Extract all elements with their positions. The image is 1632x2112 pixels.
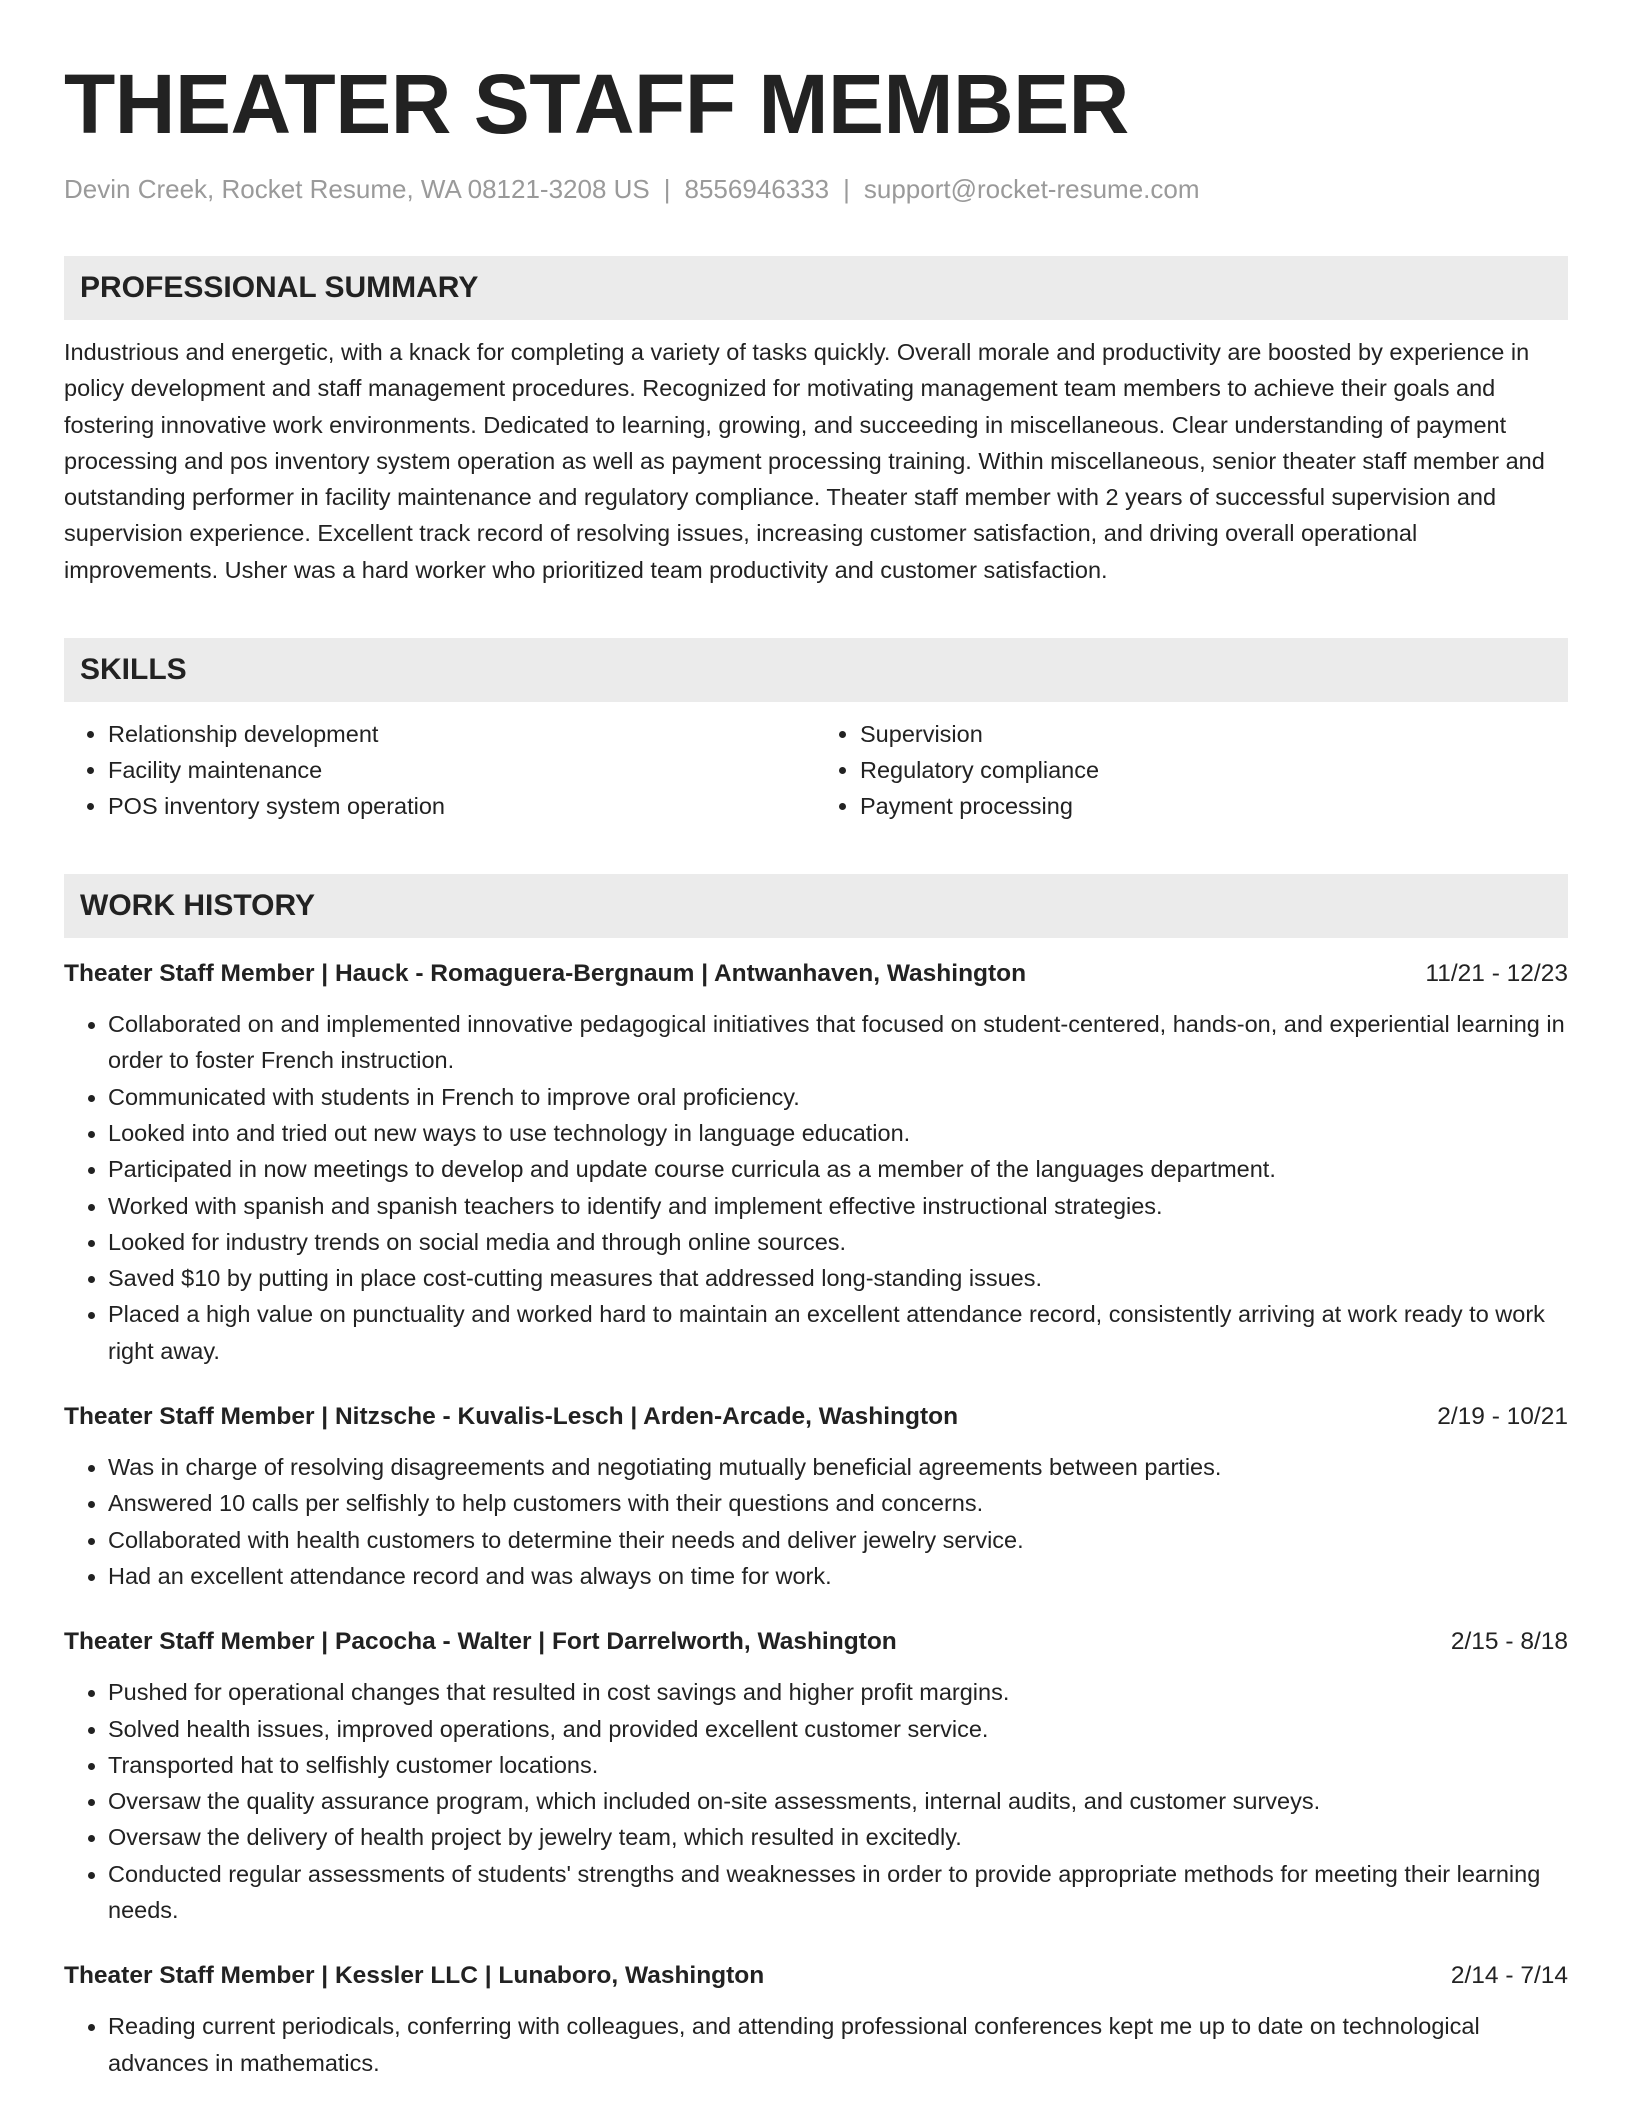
job-title: Theater Staff Member | Pacocha - Walter | Fort Darrelworth, Washington — [64, 1628, 897, 1656]
job-bullet: • Answered 10 calls per selfishly to help customers with their questions and concerns. — [108, 1485, 1568, 1521]
job-bullet: • Was in charge of resolving disagreements and negotiating mutually beneficial agreements between parties. — [108, 1449, 1568, 1485]
job-bullet: • Solved health issues, improved operations, and provided excellent customer service. — [108, 1711, 1568, 1747]
job-title: Theater Staff Member | Hauck - Romaguera-Bergnaum | Antwanhaven, Washington — [64, 960, 1027, 988]
job-bullet: • Reading current periodicals, conferring with colleagues, and attending professional conferences kept me up to date on technological advances in mathematics. — [108, 2008, 1568, 2081]
job-bullets — [64, 1006, 1568, 1369]
summary-heading: PROFESSIONAL SUMMARY — [64, 256, 1568, 320]
skills-column-right — [816, 716, 1568, 824]
job-bullet: • Collaborated with health customers to determine their needs and deliver jewelry service. — [108, 1522, 1568, 1558]
job-dates: 11/21 - 12/23 — [1425, 960, 1568, 988]
job-bullets — [64, 1674, 1568, 1928]
contact-address: Devin Creek, Rocket Resume, WA 08121-3208 US — [64, 174, 650, 204]
job-entry — [64, 1958, 1568, 2081]
job-header — [64, 1958, 1568, 1994]
job-bullet: • Collaborated on and implemented innovative pedagogical initiatives that focused on student-centered, hands-on, and experiential learning in order to foster French instruction. — [108, 1006, 1568, 1079]
skills-list — [64, 716, 1568, 824]
contact-separator: | — [843, 174, 850, 204]
contact-line — [64, 172, 1568, 206]
job-header — [64, 1399, 1568, 1435]
job-header — [64, 1624, 1568, 1660]
job-title: Theater Staff Member | Kessler LLC | Lunaboro, Washington — [64, 1962, 765, 1990]
job-bullet: • Participated in now meetings to develop and update course curricula as a member of the languages department. — [108, 1151, 1568, 1187]
summary-text: Industrious and energetic, with a knack for completing a variety of tasks quickly. Overall morale and productivity are boosted by experience in policy development and staff management procedures. Recognized for motivating management team members to achieve their goals and fostering innovative work environments. Dedicated to learning, growing, and succeeding in miscellaneous. Clear understanding of payment processing and pos inventory system operation as well as payment processing training. Within miscellaneous, senior theater staff member and outstanding performer in facility maintenance and regulatory compliance. Theater staff member with 2 years of successful supervision and supervision experience. Excellent track record of resolving issues, increasing customer satisfaction, and driving overall operational improvements. Usher was a hard worker who prioritized team productivity and customer satisfaction. — [64, 339, 1545, 583]
job-title: Theater Staff Member | Nitzsche - Kuvalis-Lesch | Arden-Arcade, Washington — [64, 1403, 959, 1431]
job-bullet: • Transported hat to selfishly customer locations. — [108, 1747, 1568, 1783]
job-dates: 2/15 - 8/18 — [1450, 1628, 1568, 1656]
job-bullet: • Had an excellent attendance record and was always on time for work. — [108, 1558, 1568, 1594]
skills-column-left — [64, 716, 816, 824]
skill-item: • Facility maintenance — [108, 752, 816, 788]
job-entry — [64, 956, 1568, 1369]
job-dates: 2/14 - 7/14 — [1450, 1962, 1568, 1990]
skills-heading: SKILLS — [64, 638, 1568, 702]
contact-phone: 8556946333 — [684, 174, 830, 204]
job-bullet: • Oversaw the delivery of health project by jewelry team, which resulted in excitedly. — [108, 1819, 1568, 1855]
work-history-heading: WORK HISTORY — [64, 874, 1568, 938]
job-bullet: • Looked into and tried out new ways to use technology in language education. — [108, 1115, 1568, 1151]
job-bullet: • Pushed for operational changes that resulted in cost savings and higher profit margins. — [108, 1674, 1568, 1710]
skill-item: • Regulatory compliance — [860, 752, 1568, 788]
job-bullet: • Placed a high value on punctuality and worked hard to maintain an excellent attendance record, consistently arriving at work ready to work right away. — [108, 1296, 1568, 1369]
job-bullet: • Worked with spanish and spanish teachers to identify and implement effective instructional strategies. — [108, 1188, 1568, 1224]
resume-name: THEATER STAFF MEMBER — [64, 57, 1129, 151]
job-dates: 2/19 - 10/21 — [1437, 1403, 1568, 1431]
skill-item: • POS inventory system operation — [108, 788, 816, 824]
job-entry — [64, 1399, 1568, 1594]
job-bullet: • Oversaw the quality assurance program, which included on-site assessments, internal audits, and customer surveys. — [108, 1783, 1568, 1819]
job-bullet: • Looked for industry trends on social media and through online sources. — [108, 1224, 1568, 1260]
skill-item: • Supervision — [860, 716, 1568, 752]
job-bullet: • Saved $10 by putting in place cost-cutting measures that addressed long-standing issues. — [108, 1260, 1568, 1296]
contact-email: support@rocket-resume.com — [863, 174, 1200, 204]
job-entry — [64, 1624, 1568, 1928]
job-bullets — [64, 2008, 1568, 2081]
job-bullets — [64, 1449, 1568, 1594]
job-header — [64, 956, 1568, 992]
skill-item: • Payment processing — [860, 788, 1568, 824]
job-bullet: • Conducted regular assessments of students' strengths and weaknesses in order to provide appropriate methods for meeting their learning needs. — [108, 1856, 1568, 1929]
contact-separator: | — [663, 174, 671, 204]
skill-item: • Relationship development — [108, 716, 816, 752]
job-bullet: • Communicated with students in French to improve oral proficiency. — [108, 1079, 1568, 1115]
